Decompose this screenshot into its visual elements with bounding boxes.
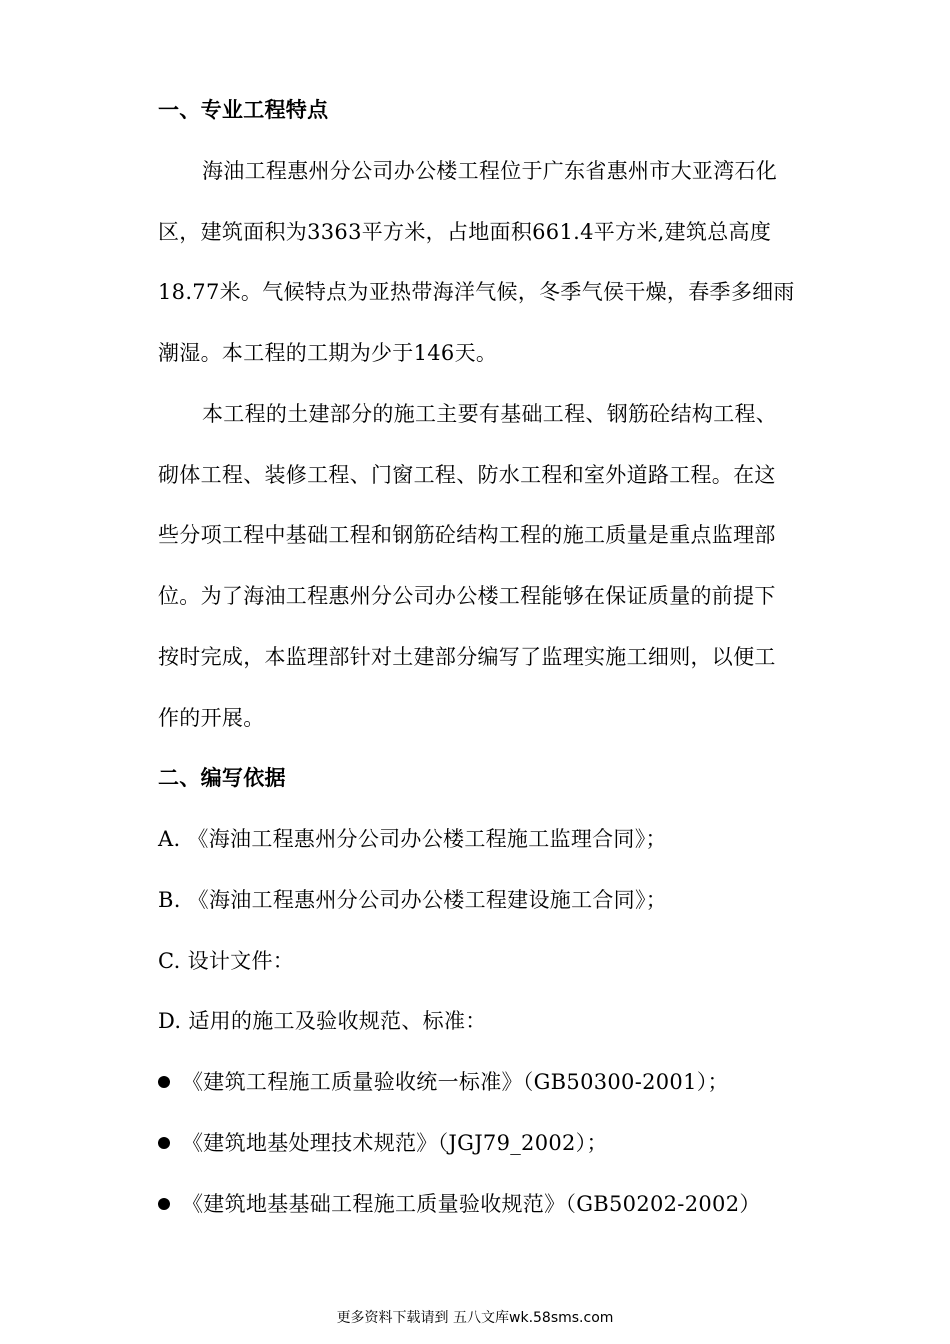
paragraph-line: 砌体工程、装修工程、门窗工程、防水工程和室外道路工程。在这 [158,463,776,487]
paragraph-line: 18.77米。气候特点为亚热带海洋气候，冬季气侯干燥，春季多细雨 [158,280,795,304]
standard-text: 《建筑地基基础工程施工质量验收规范》（GB50202-2002） [182,1192,761,1216]
paragraph-line: 些分项工程中基础工程和钢筋砼结构工程的施工质量是重点监理部 [158,523,776,547]
section-heading-1: 一、专业工程特点 [158,98,329,122]
standard-list-item [158,1128,838,1158]
bullet-icon [158,1198,170,1210]
footer-link-text[interactable]: 更多资料下载请到 五八文库wk.58sms.com [336,1310,614,1326]
reference-item-d: D. 适用的施工及验收规范、标准： [158,1009,487,1033]
paragraph-line: 本工程的土建部分的施工主要有基础工程、钢筋砼结构工程、 [202,402,778,426]
standard-text: 《建筑工程施工质量验收统一标准》（GB50300-2001）； [182,1070,729,1094]
paragraph-line: 作的开展。 [158,706,265,730]
reference-item-a: A. 《海油工程惠州分公司办公楼工程施工监理合同》； [158,827,667,851]
paragraph-line: 按时完成，本监理部针对土建部分编写了监理实施工细则，以便工 [158,645,776,669]
reference-item-b: B. 《海油工程惠州分公司办公楼工程建设施工合同》； [158,888,668,912]
paragraph-line: 位。为了海油工程惠州分公司办公楼工程能够在保证质量的前提下 [158,584,776,608]
bullet-icon [158,1076,170,1088]
reference-item-c: C. 设计文件： [158,949,295,973]
standard-list-item [158,1189,838,1219]
paragraph-line: 海油工程惠州分公司办公楼工程位于广东省惠州市大亚湾石化 [202,159,778,183]
bullet-icon [158,1137,170,1149]
paragraph-line: 潮湿。本工程的工期为少于146天。 [158,341,498,365]
paragraph-line: 区，建筑面积为3363平方米，占地面积661.4平方米,建筑总高度 [158,220,772,244]
section-heading-2: 二、编写依据 [158,766,286,790]
standard-text: 《建筑地基处理技术规范》（JGJ79_2002）； [182,1131,608,1155]
standard-list-item [158,1067,838,1097]
